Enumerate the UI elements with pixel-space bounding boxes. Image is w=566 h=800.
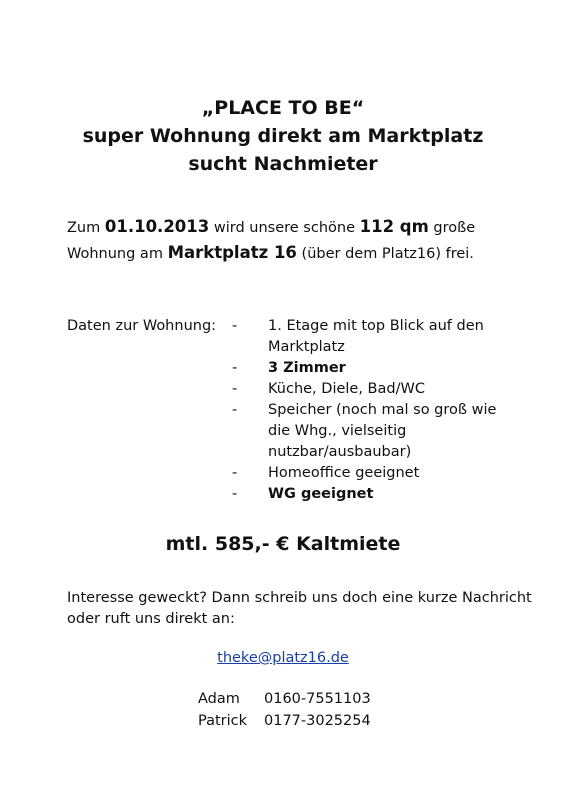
feature-text: Speicher (noch mal so groß wie die Whg., vielseitig nutzbar/ausbaubar) <box>268 402 497 460</box>
rent-price: mtl. 585,- € Kaltmiete <box>165 533 401 555</box>
feature-text: Homeoffice geeignet <box>268 465 420 481</box>
list-item <box>232 379 532 400</box>
dash-bullet: - <box>232 486 238 502</box>
list-item <box>232 400 532 463</box>
list-item <box>232 484 532 505</box>
dash-bullet: - <box>232 381 238 397</box>
feature-text: WG geeignet <box>268 486 374 502</box>
email-link[interactable]: theke@platz16.de <box>217 650 349 666</box>
feature-text: 3 Zimmer <box>268 360 346 376</box>
headline-place-to-be: „PLACE TO BE“ <box>201 97 365 119</box>
dash-bullet: - <box>232 465 238 481</box>
contact-name: Patrick <box>198 713 248 729</box>
feature-text: Küche, Diele, Bad/WC <box>268 381 425 397</box>
list-item <box>232 463 532 484</box>
interest-paragraph: Interesse geweckt? Dann schreib uns doch eine kurze Nachricht oder ruft uns direkt an: <box>67 590 532 627</box>
feature-text: 1. Etage mit top Blick auf den Marktplatz <box>268 318 484 355</box>
feature-list <box>232 316 532 505</box>
intro-line-1: Zum 01.10.2013 wird unsere schöne 112 qm große <box>67 217 476 236</box>
headline-nachmieter: sucht Nachmieter <box>188 153 378 175</box>
contact-list <box>198 688 371 732</box>
contact-phone: 0177-3025254 <box>264 713 371 729</box>
move-in-date: 01.10.2013 <box>104 217 210 236</box>
contact-row <box>198 710 371 732</box>
email-line <box>0 648 566 669</box>
intro-line-2: Wohnung am Marktplatz 16 (über dem Platz16) frei. <box>67 243 474 262</box>
apartment-size: 112 qm <box>359 217 429 236</box>
contact-phone: 0160-7551103 <box>264 691 371 707</box>
list-item <box>232 316 532 358</box>
details-label: Daten zur Wohnung: <box>67 318 217 334</box>
dash-bullet: - <box>232 318 238 334</box>
list-item <box>232 358 532 379</box>
dash-bullet: - <box>232 402 238 418</box>
contact-name: Adam <box>198 691 240 707</box>
apartment-address: Marktplatz 16 <box>167 243 297 262</box>
contact-row <box>198 688 371 710</box>
dash-bullet: - <box>232 360 238 376</box>
headline-subtitle: super Wohnung direkt am Marktplatz <box>82 125 484 147</box>
